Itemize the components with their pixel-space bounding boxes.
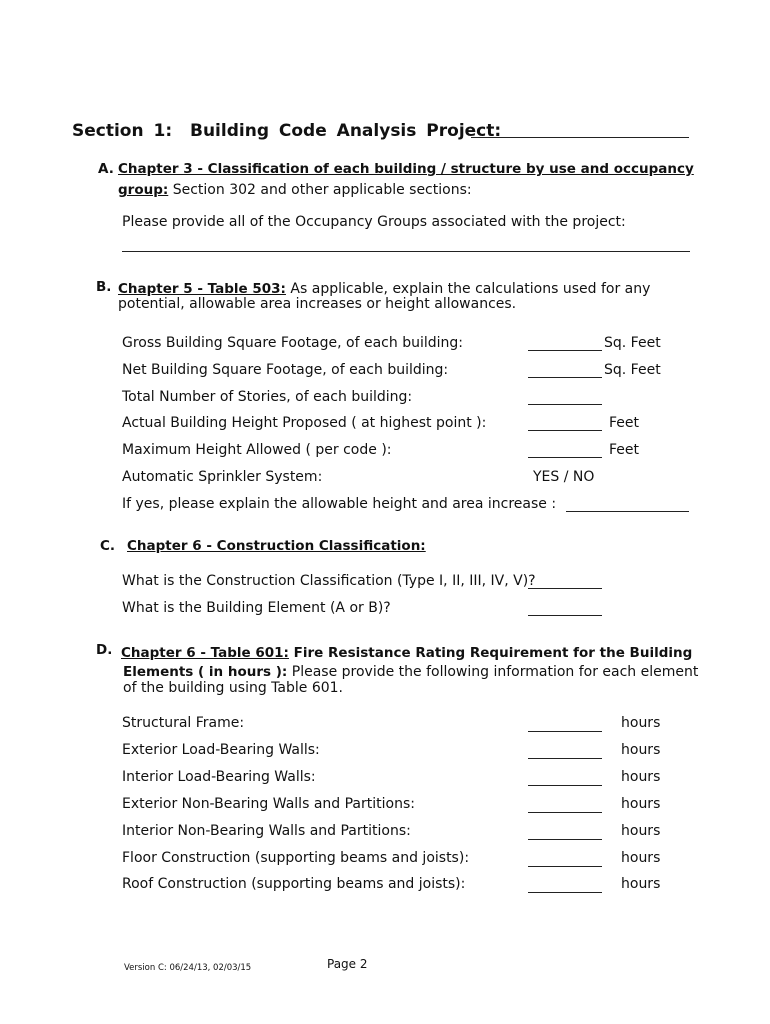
actual-height-unit: Feet [609, 415, 640, 431]
floor-construction-label: Floor Construction (supporting beams and joists): [122, 850, 470, 866]
hours-unit: hours [621, 769, 661, 785]
actual-height-field[interactable] [528, 430, 602, 431]
a-letter: A. [98, 161, 114, 177]
b-text2: potential, allowable area increases or height allowances. [118, 296, 517, 312]
page-number: Page 2 [327, 957, 368, 971]
hours-unit: hours [621, 823, 661, 839]
b-heading: Chapter 5 - Table 503: [118, 281, 286, 297]
d-letter: D. [96, 642, 113, 658]
d-heading-line [121, 642, 692, 661]
sprinkler-options[interactable]: YES / NO [533, 469, 595, 485]
net-sqft-field[interactable] [528, 377, 602, 378]
gross-sqft-label: Gross Building Square Footage, of each building: [122, 335, 463, 351]
floor-construction-field[interactable] [528, 866, 602, 867]
b-heading-line [118, 278, 650, 297]
c-letter: C. [100, 538, 116, 554]
gross-sqft-field[interactable] [528, 350, 602, 351]
d-heading-line2 [123, 661, 698, 680]
hours-unit: hours [621, 876, 661, 892]
max-height-label: Maximum Height Allowed ( per code ): [122, 442, 392, 458]
version-note: Version C: 06/24/13, 02/03/15 [124, 963, 252, 973]
a-prompt: Please provide all of the Occupancy Groups associated with the project: [122, 214, 626, 230]
int-load-walls-label: Interior Load-Bearing Walls: [122, 769, 316, 785]
structural-frame-label: Structural Frame: [122, 715, 245, 731]
building-element-field[interactable] [528, 615, 602, 616]
a-heading-line2 [118, 179, 472, 198]
stories-label: Total Number of Stories, of each building: [122, 389, 413, 405]
section-title: Building Code Analysis Project: [190, 121, 502, 141]
hours-unit: hours [621, 796, 661, 812]
if-yes-field[interactable] [566, 511, 689, 512]
ext-load-walls-label: Exterior Load-Bearing Walls: [122, 742, 320, 758]
net-sqft-label: Net Building Square Footage, of each building: [122, 362, 449, 378]
project-name-field[interactable] [471, 137, 689, 138]
max-height-field[interactable] [528, 457, 602, 458]
gross-sqft-unit: Sq. Feet [604, 335, 661, 351]
int-load-walls-field[interactable] [528, 785, 602, 786]
occupancy-groups-field[interactable] [122, 251, 690, 252]
roof-construction-label: Roof Construction (supporting beams and joists): [122, 876, 466, 892]
section-label: Section 1: [72, 121, 173, 141]
c-heading: Chapter 6 - Construction Classification: [127, 538, 426, 554]
ext-load-walls-field[interactable] [528, 758, 602, 759]
structural-frame-field[interactable] [528, 731, 602, 732]
roof-construction-field[interactable] [528, 892, 602, 893]
ext-nonbearing-label: Exterior Non-Bearing Walls and Partitions: [122, 796, 415, 812]
sprinkler-label: Automatic Sprinkler System: [122, 469, 323, 485]
d-heading: Chapter 6 - Table 601: [121, 645, 289, 661]
actual-height-label: Actual Building Height Proposed ( at highest point ): [122, 415, 487, 431]
hours-unit: hours [621, 715, 661, 731]
a-heading-tail: Section 302 and other applicable sections: [168, 182, 472, 198]
ext-nonbearing-field[interactable] [528, 812, 602, 813]
c-q1: What is the Construction Classification (Type I, II, III, IV, V)? [122, 573, 536, 589]
c-q2: What is the Building Element (A or B)? [122, 600, 391, 616]
a-heading-group: group: [118, 182, 169, 198]
int-nonbearing-field[interactable] [528, 839, 602, 840]
d-heading-elements: Elements ( in hours ): [123, 664, 288, 680]
net-sqft-unit: Sq. Feet [604, 362, 661, 378]
a-heading-line1: Chapter 3 - Classification of each building / structure by use and occupancy [118, 161, 694, 177]
max-height-unit: Feet [609, 442, 640, 458]
construction-class-field[interactable] [528, 588, 602, 589]
b-letter: B. [96, 279, 112, 295]
hours-unit: hours [621, 850, 661, 866]
if-yes-label: If yes, please explain the allowable height and area increase : [122, 496, 557, 512]
d-text3: of the building using Table 601. [123, 680, 343, 696]
d-heading-bold: Fire Resistance Rating Requirement for the Building [288, 645, 693, 661]
int-nonbearing-label: Interior Non-Bearing Walls and Partitions: [122, 823, 411, 839]
d-text2: Please provide the following information for each element [287, 664, 699, 680]
b-text1: As applicable, explain the calculations used for any [285, 281, 651, 297]
stories-field[interactable] [528, 404, 602, 405]
hours-unit: hours [621, 742, 661, 758]
